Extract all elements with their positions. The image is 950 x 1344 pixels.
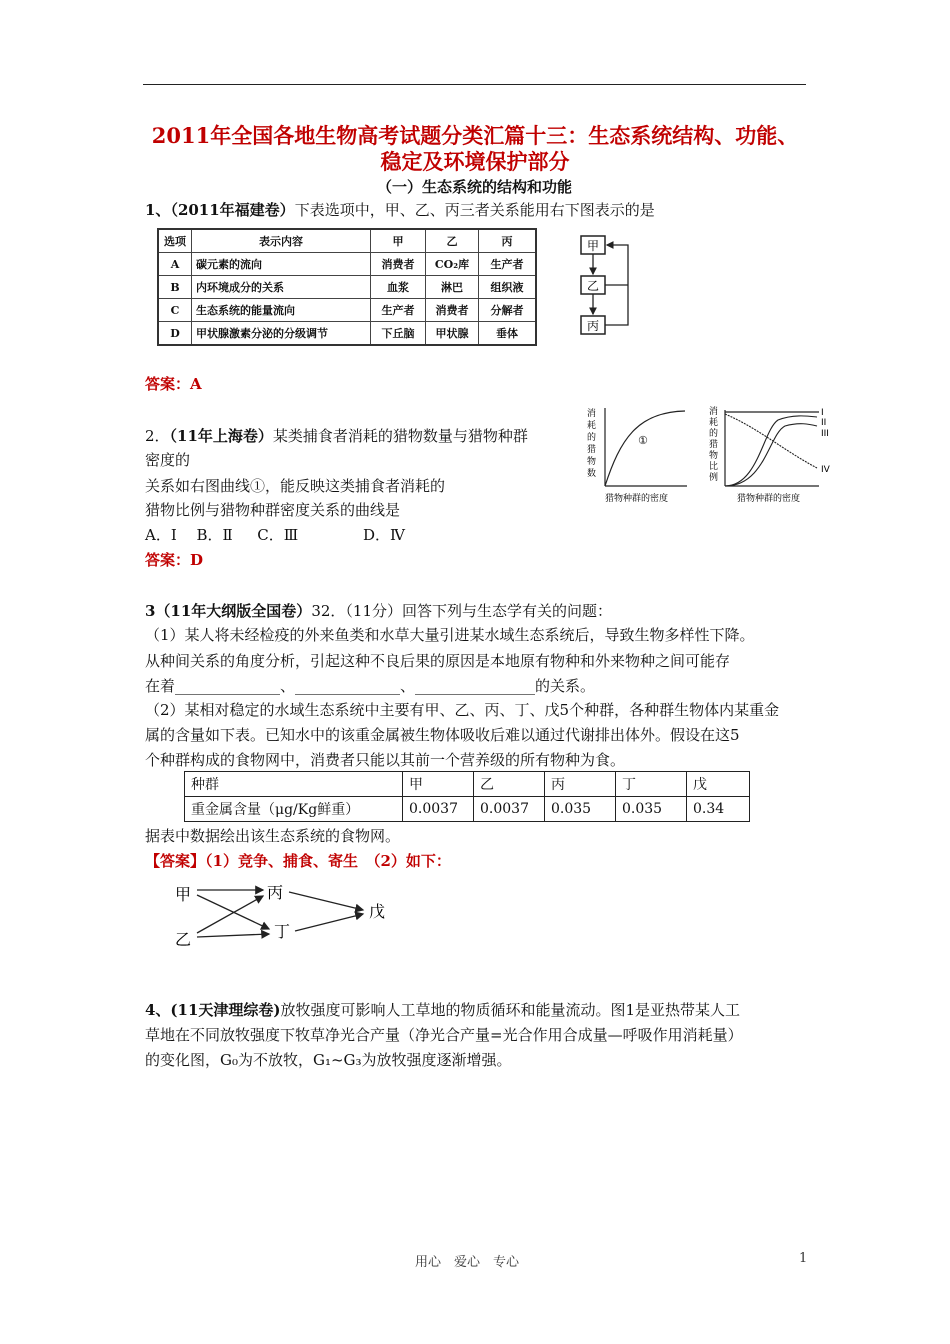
q2-answer: 答案：D: [145, 551, 204, 569]
q2-line4: 猎物比例与猎物种群密度关系的曲线是: [145, 501, 401, 519]
left-ylabel-1: 消: [587, 409, 597, 419]
table-header: 表示内容: [192, 229, 371, 253]
table-cell: 血浆: [371, 276, 426, 299]
left-ylabel-5: 物: [587, 457, 597, 467]
arrow-bing-wu: [289, 892, 363, 910]
q4-line2: 草地在不同放牧强度下牧草净光合产量（净光合产量=光合作用合成量—呼吸作用消耗量）: [145, 1026, 743, 1044]
q3-answer: 【答案】（1）竞争、捕食、寄生 （2）如下：: [145, 852, 451, 870]
table-row: [158, 276, 536, 299]
page-title-line1: 2011年全国各地生物高考试题分类汇篇十三：生态系统结构、功能、: [151, 123, 799, 148]
table-cell: 0.035: [545, 797, 616, 822]
table-cell: 内环境成分的关系: [192, 276, 371, 299]
q2-chart-right: [703, 400, 841, 505]
q4-line3: 的变化图，G₀为不放牧，G₁~G₃为放牧强度逐渐增强。: [145, 1051, 512, 1069]
right-ylabel-3: 的: [709, 429, 719, 439]
curve-II-label: II: [821, 418, 827, 428]
q2-line3: 关系如右图曲线①，能反映这类捕食者消耗的: [145, 477, 446, 495]
right-ylabel-5: 物: [709, 451, 719, 461]
table-row: [185, 797, 750, 822]
table-cell: 组织液: [479, 276, 537, 299]
table-row: [158, 322, 536, 346]
table-cell: 生产者: [371, 299, 426, 322]
table-row: [185, 772, 750, 797]
right-ylabel-2: 耗: [709, 418, 719, 428]
table-cell: 消费者: [426, 299, 479, 322]
q1-source: （2011年福建卷）: [170, 201, 295, 219]
table-cell: 生产者: [479, 253, 537, 276]
q1-table: [157, 228, 537, 346]
table-cell: 淋巴: [426, 276, 479, 299]
table-header: 选项: [158, 229, 192, 253]
right-ylabel-1: 消: [709, 407, 719, 417]
node-yi: 乙: [175, 930, 192, 949]
table-row: [158, 299, 536, 322]
table-header: 丙: [479, 229, 537, 253]
table-cell: 丙: [545, 772, 616, 797]
right-ylabel-6: 比: [709, 462, 719, 472]
q3-food-web: [165, 876, 405, 956]
label-yi: 乙: [586, 279, 600, 293]
q4-text: 放牧强度可影响人工草地的物质循环和能量流动。图1是亚热带某人工: [280, 1001, 741, 1019]
curve-IV: [725, 414, 817, 468]
table-cell: D: [158, 322, 192, 346]
q2-text: 某类捕食者消耗的猎物数量与猎物种群: [272, 427, 528, 445]
right-ylabel-7: 例: [709, 473, 719, 483]
arrow-yi-ding: [197, 934, 269, 937]
table-cell: B: [158, 276, 192, 299]
curve-1-label: ①: [638, 434, 648, 447]
arrow-yi-bing: [197, 896, 263, 933]
section-title: （一）生态系统的结构和功能: [376, 178, 572, 196]
q2-line1: [145, 424, 528, 448]
q4-line1: [145, 998, 740, 1022]
table-cell: 碳元素的流向: [192, 253, 371, 276]
table-header: 乙: [426, 229, 479, 253]
label-bing: 丙: [586, 319, 600, 333]
table-cell: 0.035: [616, 797, 687, 822]
q3-p2-line2: 属的含量如下表。已知水中的该重金属被生物体吸收后难以通过代谢排出体外。假设在这5: [145, 726, 740, 744]
table-cell: 乙: [474, 772, 545, 797]
curve-1: [605, 411, 685, 486]
table-cell: 0.0037: [403, 797, 474, 822]
node-bing: 丙: [267, 883, 284, 902]
curve-III-label: III: [821, 429, 829, 439]
table-cell: 重金属含量（μg/Kg鲜重）: [185, 797, 403, 822]
arrow-ding-wu: [295, 914, 363, 931]
q1-text: 下表选项中，甲、乙、丙三者关系能用右下图表示的是: [294, 201, 655, 219]
q3-source: 3（11年大纲版全国卷）: [145, 602, 312, 620]
arrow-jia-ding: [197, 895, 269, 929]
q2-line2: 密度的: [145, 451, 191, 469]
q2-options: A．Ⅰ B．Ⅱ C．Ⅲ D．Ⅳ: [145, 526, 406, 544]
table-cell: 消费者: [371, 253, 426, 276]
q3-header: [145, 599, 612, 623]
table-cell: 甲状腺激素分泌的分级调节: [192, 322, 371, 346]
table-cell: 甲状腺: [426, 322, 479, 346]
label-jia: 甲: [586, 239, 600, 253]
table-cell: 0.0037: [474, 797, 545, 822]
table-cell: 分解者: [479, 299, 537, 322]
q3-p2-line1: （2）某相对稳定的水域生态系统中主要有甲、乙、丙、丁、戊5个种群，各种群生物体内某重金: [145, 701, 780, 719]
curve-III: [725, 424, 817, 486]
table-cell: 甲: [403, 772, 474, 797]
table-row: [158, 253, 536, 276]
left-xlabel: 猎物种群的密度: [605, 494, 669, 504]
table-cell: C: [158, 299, 192, 322]
left-ylabel-4: 猎: [587, 445, 597, 455]
table-cell: 垂体: [479, 322, 537, 346]
q3-table: [184, 771, 750, 822]
q3-after-table: 据表中数据绘出该生态系统的食物网。: [145, 827, 401, 845]
right-xlabel: 猎物种群的密度: [737, 494, 801, 504]
page-number: 1: [799, 1251, 808, 1266]
table-cell: 丁: [616, 772, 687, 797]
node-wu: 戊: [369, 902, 386, 921]
page-title-line2: 稳定及环境保护部分: [380, 149, 570, 174]
q1-relation-diagram: [570, 228, 640, 343]
right-ylabel-4: 猎: [709, 440, 719, 450]
curve-II: [725, 416, 817, 486]
q2-chart-left: [575, 400, 700, 505]
table-cell: 生态系统的能量流向: [192, 299, 371, 322]
table-cell: A: [158, 253, 192, 276]
q4-source: 4、(11天津理综卷): [145, 1001, 281, 1019]
table-header: 甲: [371, 229, 426, 253]
left-ylabel-6: 数: [587, 469, 597, 479]
q1-stem: [145, 198, 655, 222]
node-jia: 甲: [175, 885, 192, 904]
q2-number: 2．: [145, 427, 170, 445]
q1-number: 1、: [145, 201, 171, 219]
q3-p1-line2: 从种间关系的角度分析，引起这种不良后果的原因是本地原有物种和外来物种之间可能存: [145, 652, 731, 670]
q1-answer: 答案：A: [145, 375, 202, 393]
table-cell: 0.34: [687, 797, 750, 822]
table-cell: 戊: [687, 772, 750, 797]
table-cell: CO₂库: [426, 253, 479, 276]
table-header-row: [158, 229, 536, 253]
footer-motto: 用心 爱心 专心: [415, 1255, 520, 1270]
q3-p1-line1: （1）某人将未经检疫的外来鱼类和水草大量引进某水域生态系统后，导致生物多样性下降。: [145, 626, 755, 644]
left-ylabel-3: 的: [587, 433, 597, 443]
q3-p2-line3: 个种群构成的食物网中，消费者只能以其前一个营养级的所有物种为食。: [145, 751, 626, 769]
node-ding: 丁: [274, 922, 291, 941]
q2-source: （11年上海卷）: [169, 427, 273, 445]
curve-I-label: I: [821, 408, 824, 418]
header-rule: [143, 84, 806, 85]
q3-header-text: 32．（11分）回答下列与生态学有关的问题：: [311, 602, 612, 620]
q3-p1-line3: 在着______________、______________、________________的关系。: [145, 677, 596, 695]
table-cell: 下丘脑: [371, 322, 426, 346]
left-ylabel-2: 耗: [587, 421, 597, 431]
curve-IV-label: IV: [821, 465, 830, 475]
table-cell: 种群: [185, 772, 403, 797]
